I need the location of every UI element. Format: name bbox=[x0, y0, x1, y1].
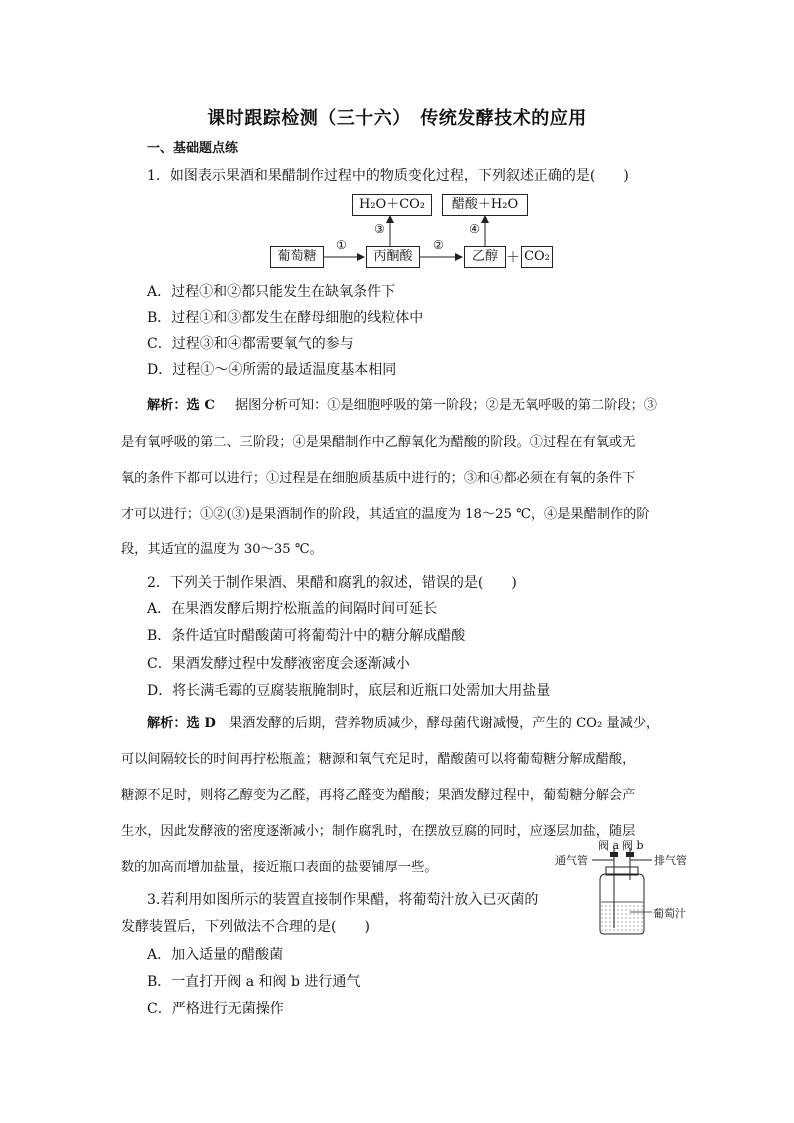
box-pyruvate: 丙酮酸 bbox=[366, 246, 420, 268]
page-title: 课时跟踪检测（三十六） 传统发酵技术的应用 bbox=[207, 108, 587, 129]
q1-analysis-line: 据图分析可知：①是细胞呼吸的第一阶段；②是无氧呼吸的第二阶段；③ bbox=[235, 398, 657, 413]
box-h2o-co2: H₂O＋CO₂ bbox=[352, 194, 432, 216]
label-step-4: ④ bbox=[469, 222, 480, 236]
q1-analysis-line: 是有氧呼吸的第二、三阶段；④是果醋制作中乙醇氧化为醋酸的阶段。①过程在有氧或无 bbox=[121, 435, 636, 450]
q2-analysis-line: 数的加高而增加盐量，接近瓶口表面的盐要铺厚一些。 bbox=[121, 860, 438, 875]
box-acetic-h2o: 醋酸＋H₂O bbox=[442, 194, 528, 216]
q2-analysis-line: 生水，因此发酵液的密度逐渐减小；制作腐乳时，在摆放豆腐的同时，应逐层加盐，随层 bbox=[121, 824, 636, 839]
q2-analysis-line: 糖源不足时，则将乙醇变为乙醛，再将乙醛变为醋酸；果酒发酵过程中，葡萄糖分解会产 bbox=[121, 788, 636, 803]
q1-analysis-label: 解析：选 C bbox=[147, 398, 215, 413]
q1-option-d: D．过程①～④所需的最适温度基本相同 bbox=[147, 362, 397, 378]
box-co2: CO₂ bbox=[521, 246, 553, 268]
label-valve-a: 阀 a bbox=[598, 839, 620, 852]
label-outlet-tube: 排气管 bbox=[654, 854, 687, 867]
question-2-stem: 2．下列关于制作果酒、果醋和腐乳的叙述，错误的是( ) bbox=[147, 575, 517, 591]
box-glucose: 葡萄糖 bbox=[270, 246, 324, 268]
q3-option-c: C．严格进行无菌操作 bbox=[147, 1001, 284, 1017]
q1-option-a: A．过程①和②都只能发生在缺氧条件下 bbox=[147, 284, 396, 300]
q1-option-c: C．过程③和④都需要氧气的参与 bbox=[147, 336, 354, 352]
label-step-1: ① bbox=[336, 238, 347, 252]
q2-analysis-label: 解析：选 D bbox=[147, 716, 216, 731]
q3-option-b: B．一直打开阀 a 和阀 b 进行通气 bbox=[147, 974, 361, 990]
question-3-stem-line-2: 发酵装置后，下列做法不合理的是( ) bbox=[121, 919, 370, 935]
q1-analysis-line: 才可以进行；①②(③)是果酒制作的阶段，其适宜的温度为 18～25 ℃，④是果醋制作的阶 bbox=[121, 507, 650, 522]
box-ethanol: 乙醇 bbox=[464, 246, 506, 268]
q3-option-a: A．加入适量的醋酸菌 bbox=[147, 947, 284, 963]
label-grape-juice: 葡萄汁 bbox=[653, 907, 686, 920]
q2-option-a: A．在果酒发酵后期拧松瓶盖的间隔时间可延长 bbox=[147, 601, 438, 617]
q2-option-c: C．果酒发酵过程中发酵液密度会逐渐减小 bbox=[147, 656, 410, 672]
q2-option-b: B．条件适宜时醋酸菌可将葡萄汁中的糖分解成醋酸 bbox=[147, 628, 466, 644]
question-1-stem: 1．如图表示果酒和果醋制作过程中的物质变化过程，下列叙述正确的是( ) bbox=[147, 168, 629, 184]
label-step-2: ② bbox=[433, 238, 444, 252]
section-heading: 一、基础题点练 bbox=[147, 141, 239, 156]
label-inlet-tube: 通气管 bbox=[555, 854, 588, 867]
plus-sign: ＋ bbox=[506, 250, 520, 266]
q1-option-b: B．过程①和③都发生在酵母细胞的线粒体中 bbox=[147, 310, 424, 326]
q2-analysis-line: 可以间隔较长的时间再拧松瓶盖；糖源和氧气充足时，醋酸菌可以将葡萄糖分解成醋酸， bbox=[121, 752, 636, 767]
label-step-3: ③ bbox=[374, 222, 385, 236]
label-valve-b: 阀 b bbox=[622, 839, 644, 852]
q1-analysis-line: 氧的条件下都可以进行；①过程是在细胞质基质中进行的；③和④都必须在有氧的条件下 bbox=[121, 471, 636, 486]
question-3-stem-line-1: 3.若利用如图所示的装置直接制作果醋，将葡萄汁放入已灭菌的 bbox=[147, 892, 539, 908]
q2-analysis-line: 果酒发酵的后期，营养物质减少，酵母菌代谢减慢，产生的 CO₂ 量减少， bbox=[229, 716, 660, 731]
q2-option-d: D．将长满毛霉的豆腐装瓶腌制时，底层和近瓶口处需加大用盐量 bbox=[147, 683, 551, 699]
q1-analysis-line: 段，其适宜的温度为 30～35 ℃。 bbox=[121, 542, 323, 557]
